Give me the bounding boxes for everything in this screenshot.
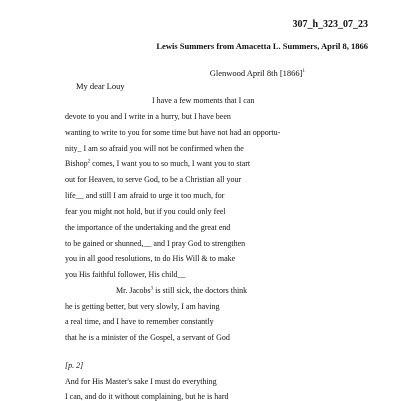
letter-line: the importance of the undertaking and the great end [65,223,231,232]
letter-line: devote to you and I write in a hurry, but I have been [65,112,231,121]
letter-line: to be gained or shunned,__ and I pray God to strengthen [65,239,246,248]
letter-line: I can, and do it without complaining, but he is hard [65,392,229,401]
document-id: 307_h_323_07_23 [292,19,368,30]
letter-line: I have a few moments that I can [152,96,255,105]
footnote-ref-1: 1 [302,69,305,75]
footnote-ref-3: 3 [150,286,154,292]
dateline-text: Glenwood April 8th [1866] [209,68,303,78]
letter-line: life__ and still I am afraid to urge it too much, for [65,191,225,200]
letter-line [116,287,247,295]
letter-line: And for His Master's sake I must do everything [65,377,217,386]
jacobs-name: Mr. Jacobs [116,286,151,295]
letter-line: that he is a minister of the Gospel, a servant of God [65,333,230,342]
letter-line-continuation: comes, I want you to so much, I want you to start [92,159,251,168]
letter-line: nity_ I am so afraid you will not be confirmed when the [65,144,244,153]
document-title: Lewis Summers from Amacetta L. Summers, April 8, 1866 [156,41,368,51]
bishop-word: Bishop [65,159,88,168]
letter-line: fear you might not hold, but if you could only feel [65,207,226,216]
letter-line: wanting to write to you for some time but have not had an opportu- [65,128,281,137]
letter-dateline [210,68,305,78]
page-marker: [p. 2] [65,361,84,370]
letter-line: you in all good resolutions, to do His Will & to make [65,254,236,263]
letter-line: he is getting better, but very slowly, I am having [65,302,220,311]
letter-line [65,160,250,168]
letter-line: a real time, and I have to remember constantly [65,317,214,326]
letter-line: out for Heaven, to serve God, to be a Christian all your [65,175,242,184]
letter-line-continuation: is still sick, the doctors think [155,286,248,295]
letter-line: you His faithful follower, His child__ [65,270,186,279]
letter-salutation: My dear Louy [76,81,125,91]
footnote-ref-2: 2 [87,159,91,165]
